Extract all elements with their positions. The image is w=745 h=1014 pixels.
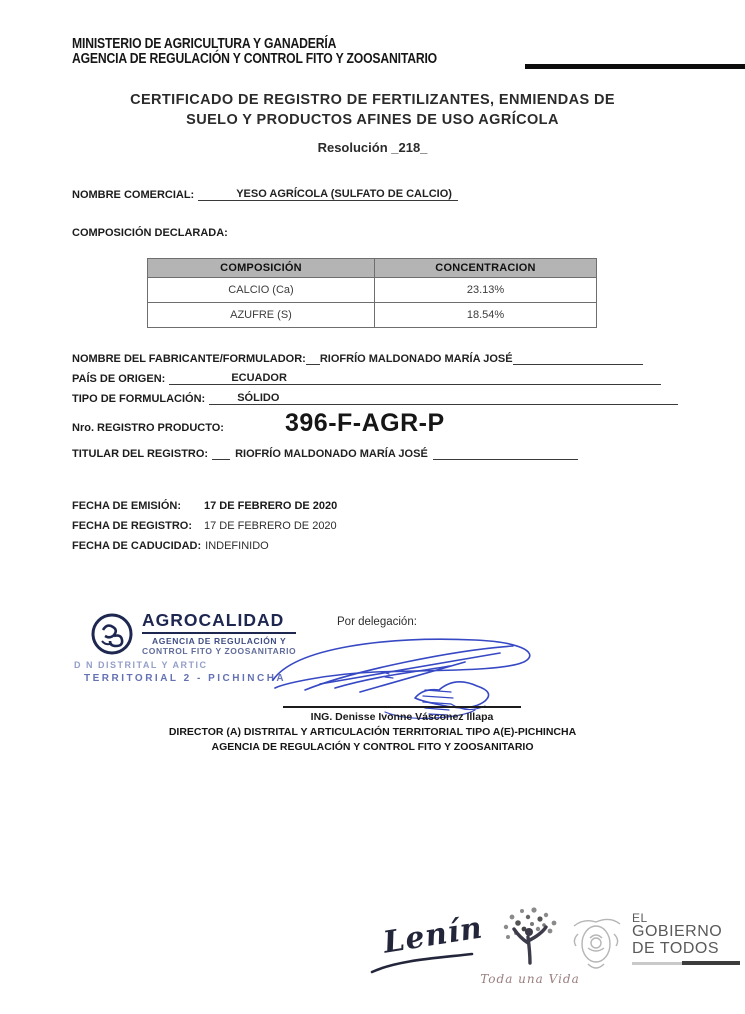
table-row <box>148 278 597 303</box>
ecuador-coat-of-arms-icon <box>568 912 624 978</box>
certificate-title-line2: SUELO Y PRODUCTOS AFINES DE USO AGRÍCOLA <box>186 112 559 128</box>
signatory-name: ING. Denisse Ivonne Vásconez Illapa <box>310 711 494 723</box>
resolution-number: Resolución _218_ <box>317 140 428 155</box>
tipo-formulacion-label: TIPO DE FORMULACIÓN: <box>72 393 206 405</box>
tree-icon <box>494 905 566 967</box>
fecha-registro-label: FECHA DE REGISTRO: <box>72 520 192 532</box>
fecha-caducidad-value: INDEFINIDO <box>205 540 269 552</box>
tipo-formulacion-value: SÓLIDO <box>233 392 283 405</box>
agrocalidad-logo-icon <box>88 610 136 658</box>
stamp-faded-line1: D N DISTRITAL Y ARTIC <box>74 660 208 670</box>
fabricante-label: NOMBRE DEL FABRICANTE/FORMULADOR: <box>72 353 306 365</box>
lenin-signature-logo: Lenín <box>380 910 486 961</box>
registro-producto-label: Nro. REGISTRO PRODUCTO: <box>72 422 224 434</box>
pais-origen-label: PAÍS DE ORIGEN: <box>72 373 166 385</box>
col-concentracion: CONCENTRACION <box>375 259 597 278</box>
toda-una-vida-logo <box>480 905 580 986</box>
fill-line <box>209 392 233 405</box>
signature-rule <box>283 706 521 708</box>
fill-line <box>198 188 230 201</box>
agency-name: AGENCIA DE REGULACIÓN Y CONTROL FITO Y ZOOSANITARIO <box>72 51 437 67</box>
stamp-faded-line2: TERRITORIAL 2 - PICHINCHA <box>84 673 287 684</box>
fill-line <box>306 352 320 365</box>
fill-line <box>169 372 227 385</box>
fill-line <box>212 447 230 460</box>
fecha-emision-value: 17 DE FEBRERO DE 2020 <box>204 500 338 512</box>
lenin-underline-flourish <box>368 952 478 978</box>
por-delegacion-label: Por delegación: <box>337 616 417 628</box>
fecha-caducidad-label: FECHA DE CADUCIDAD: <box>72 540 202 552</box>
cell-concentration: 23.13% <box>375 278 597 303</box>
nombre-comercial-value: YESO AGRÍCOLA (SULFATO DE CALCIO) <box>230 188 458 201</box>
fill-line <box>433 447 578 460</box>
stamp-sub-line2: CONTROL FITO Y ZOOSANITARIO <box>142 646 297 656</box>
col-composicion: COMPOSICIÓN <box>148 259 375 278</box>
cell-component: CALCIO (Ca) <box>148 278 375 303</box>
stamp-brand: AGROCALIDAD <box>142 610 296 634</box>
gobierno-de-todos-logo <box>568 912 740 978</box>
titular-registro-label: TITULAR DEL REGISTRO: <box>72 448 209 460</box>
gobierno-rule <box>632 961 740 965</box>
table-header-row <box>148 259 597 278</box>
header-rule <box>525 64 745 69</box>
fill-line <box>291 372 661 385</box>
gobierno-line3: DE TODOS <box>632 939 719 957</box>
fill-line <box>513 352 643 365</box>
composition-table <box>147 258 597 328</box>
cell-concentration: 18.54% <box>375 303 597 328</box>
gobierno-line1: EL <box>632 911 648 925</box>
fabricante-value: RIOFRÍO MALDONADO MARÍA JOSÉ <box>319 353 513 365</box>
ministry-name: MINISTERIO DE AGRICULTURA Y GANADERÍA <box>72 36 337 52</box>
registro-producto-value: 396-F-AGR-P <box>285 409 445 437</box>
fecha-emision-label: FECHA DE EMISIÓN: <box>72 500 181 512</box>
gobierno-line2: GOBIERNO <box>632 923 723 941</box>
cell-component: AZUFRE (S) <box>148 303 375 328</box>
signatory-role: DIRECTOR (A) DISTRITAL Y ARTICULACIÓN TERRITORIAL TIPO A(E)-PICHINCHA <box>168 726 577 738</box>
certificate-title-line1: CERTIFICADO DE REGISTRO DE FERTILIZANTES, ENMIENDAS DE <box>130 92 615 108</box>
fill-line <box>283 392 678 405</box>
fecha-registro-value: 17 DE FEBRERO DE 2020 <box>204 520 337 532</box>
stamp-sub-line1: AGENCIA DE REGULACIÓN Y <box>152 636 287 646</box>
signatory-agency: AGENCIA DE REGULACIÓN Y CONTROL FITO Y ZOOSANITARIO <box>211 741 534 753</box>
composicion-declarada-label: COMPOSICIÓN DECLARADA: <box>72 227 228 239</box>
toda-una-vida-label: Toda una Vida <box>480 972 580 986</box>
titular-registro-value: RIOFRÍO MALDONADO MARÍA JOSÉ <box>235 448 428 460</box>
table-row <box>148 303 597 328</box>
nombre-comercial-label: NOMBRE COMERCIAL: <box>72 189 195 201</box>
pais-origen-value: ECUADOR <box>227 372 291 385</box>
